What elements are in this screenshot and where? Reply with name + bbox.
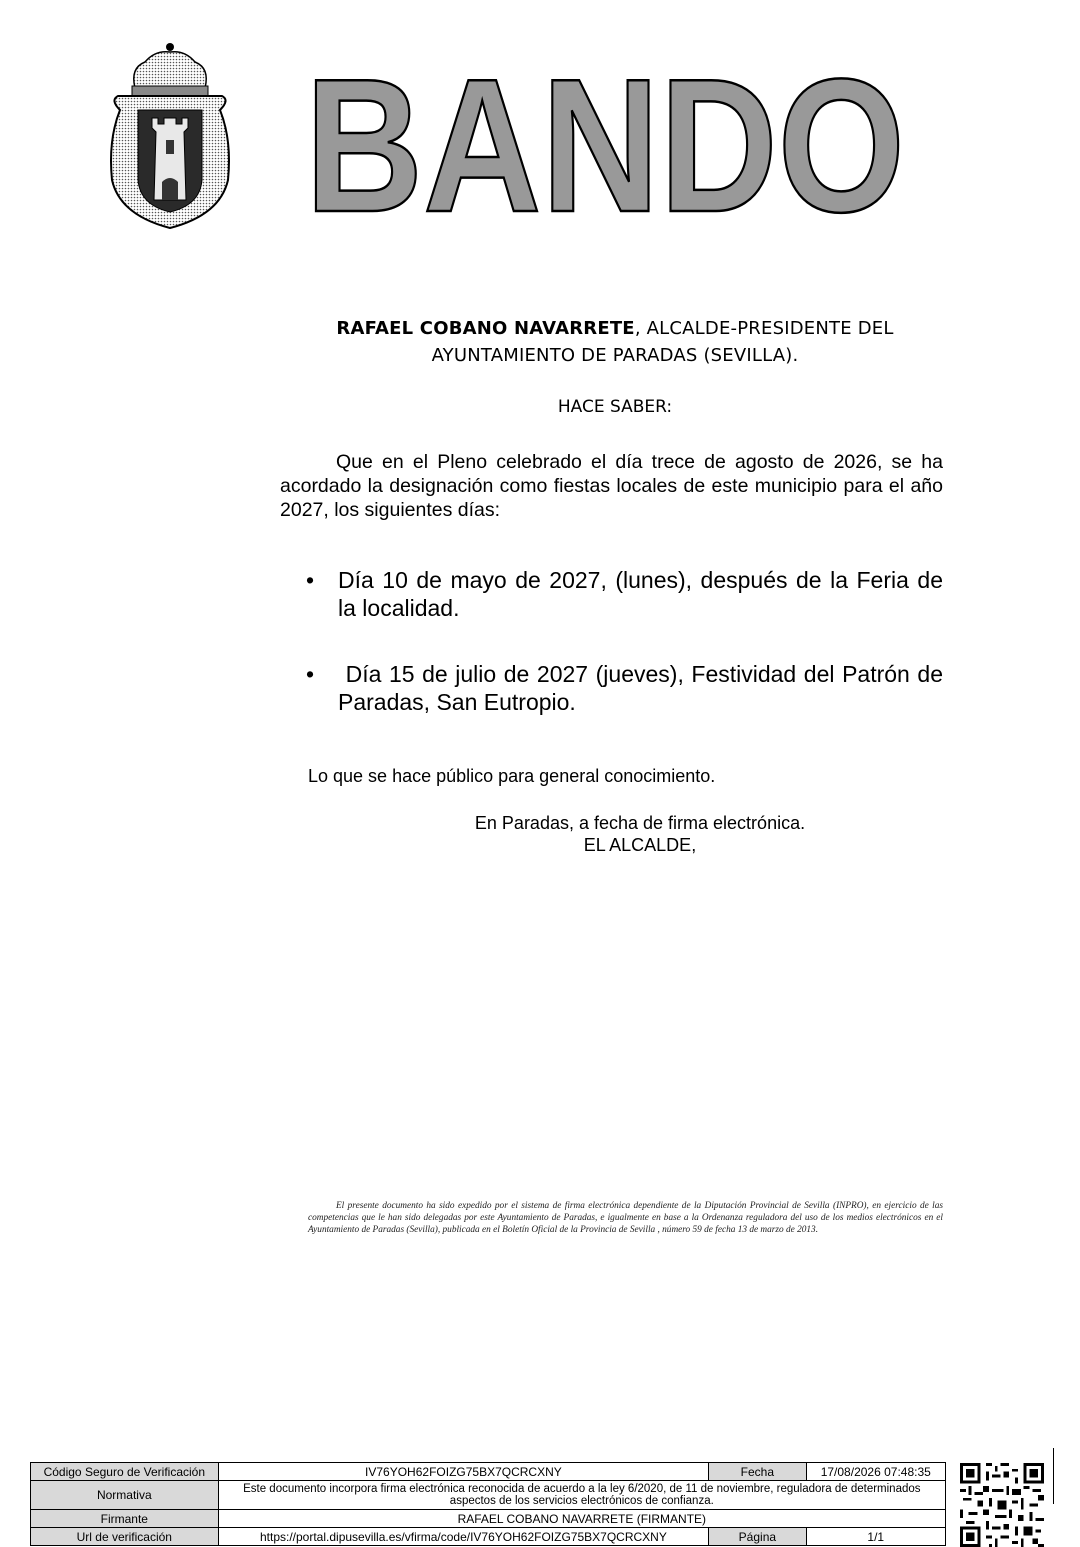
fecha-line: En Paradas, a fecha de firma electrónica. — [474, 813, 806, 833]
title-text: BANDO — [305, 40, 905, 252]
hace-saber: HACE SABER: — [557, 397, 673, 417]
holiday-2: Día 15 de julio de 2027 (jueves), Festividad del Patrón de Paradas, San Eutropio. — [338, 661, 950, 715]
list-item — [306, 660, 950, 716]
page-title — [300, 40, 910, 252]
mayor-role: , ALCALDE-PRESIDENTE DEL — [634, 318, 894, 339]
csv-label: Código Seguro de Verificación — [31, 1463, 219, 1481]
publico-line: Lo que se hace público para general conocimiento. — [308, 766, 716, 786]
bullet-icon: • — [306, 567, 315, 593]
alcalde-line: EL ALCALDE, — [583, 835, 697, 855]
url-label: Url de verificación — [31, 1528, 219, 1546]
qr-code-icon[interactable] — [960, 1463, 1044, 1547]
normativa-value: Este documento incorpora firma electrónica reconocida de acuerdo a la ley 6/2020, de 11 de noviembre, reguladora de determinados aspectos de los servicios electrónicos de confianza. — [218, 1481, 945, 1510]
bullet-icon: • — [306, 661, 315, 687]
verification-url[interactable]: https://portal.dipusevilla.es/vfirma/code/IV76YOH62FOIZG75BX7QCRCXNY — [218, 1528, 709, 1546]
intro-paragraph: Que en el Pleno celebrado el día trece de agosto de 2026, se ha acordado la designación como fiestas locales de este municipio para el año 2027, los siguientes días: — [280, 451, 943, 521]
issuer-header — [280, 315, 950, 369]
holiday-list — [306, 566, 943, 622]
mayor-name: RAFAEL COBANO NAVARRETE — [336, 318, 635, 339]
pagina-value: 1/1 — [806, 1528, 945, 1546]
divider — [1053, 1448, 1054, 1504]
signature-block — [280, 812, 1000, 856]
coat-of-arms-icon — [100, 40, 240, 232]
fecha-label: Fecha — [709, 1463, 806, 1481]
fecha-value: 17/08/2026 07:48:35 — [806, 1463, 945, 1481]
legal-note: El presente documento ha sido expedido por el sistema de firma electrónica dependiente de la Diputación Provincial de Sevilla (INPRO), en ejercicio de las competencias que le han sido delegadas por este Ayuntamiento de Paradas, e igualmente en base a la Ordenanza reguladora del uso de los medios electrónicos en el Ayuntamiento de Paradas (Sevilla), publicada en el Boletín Oficial de la Provincia de Sevilla , número 59 de fecha 13 de marzo de 2013. — [308, 1201, 943, 1235]
holiday-list-2 — [306, 660, 950, 716]
pagina-label: Página — [709, 1528, 806, 1546]
firmante-label: Firmante — [31, 1510, 219, 1528]
ayuntamiento-line: AYUNTAMIENTO DE PARADAS (SEVILLA). — [431, 345, 799, 366]
verification-table — [30, 1462, 946, 1546]
csv-value: IV76YOH62FOIZG75BX7QCRCXNY — [218, 1463, 709, 1481]
normativa-label: Normativa — [31, 1481, 219, 1510]
firmante-value: RAFAEL COBANO NAVARRETE (FIRMANTE) — [218, 1510, 945, 1528]
list-item — [306, 566, 943, 622]
holiday-1: Día 10 de mayo de 2027, (lunes), después de la Feria de la localidad. — [338, 567, 943, 621]
